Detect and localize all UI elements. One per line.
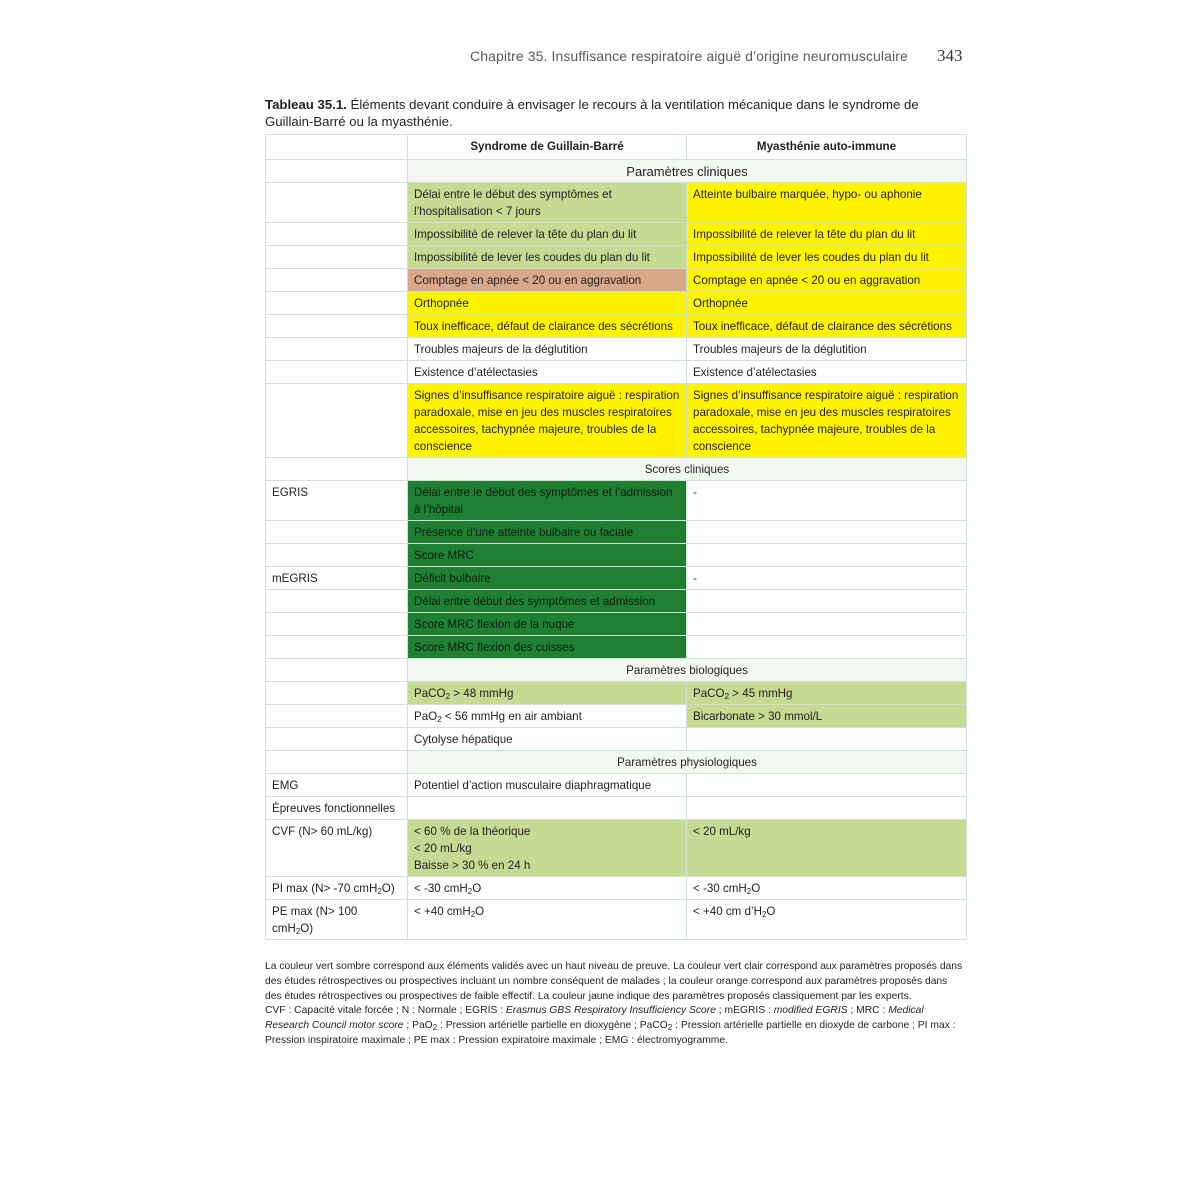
cell-gbs: Signes d’insuffisance respiratoire aiguë : respiration paradoxale, mise en jeu des muscles respiratoires accessoires, tachypnée majeure, troubles de la conscience (408, 384, 687, 458)
table-row (266, 292, 967, 315)
section-row (266, 458, 967, 481)
table-row (266, 682, 967, 705)
page-number: 343 (937, 46, 963, 65)
cell-myasthenia: - (687, 567, 967, 590)
table-header-row (266, 135, 967, 160)
table-row (266, 877, 967, 900)
cell-gbs: Toux inefficace, défaut de clairance des sécrétions (408, 315, 687, 338)
cell-myasthenia-cvf: < 20 mL/kg (687, 820, 967, 877)
section-empty-cell (266, 751, 408, 774)
cell-gbs: Score MRC flexion des cuisses (408, 636, 687, 659)
cell-gbs: Orthopnée (408, 292, 687, 315)
text-part: ; mEGRIS : (715, 1005, 774, 1017)
text-part: PaCO (414, 687, 446, 700)
cell-myasthenia: Toux inefficace, défaut de clairance des sécrétions (687, 315, 967, 338)
text-part: < +40 cm d’H (693, 905, 762, 918)
row-label-pi-max (266, 877, 408, 900)
section-empty-cell (266, 659, 408, 682)
cell-myasthenia-pi (687, 877, 967, 900)
cvf-line: Baisse > 30 % en 24 h (414, 859, 531, 872)
cell-gbs: Troubles majeurs de la déglutition (408, 338, 687, 361)
cell-gbs: Comptage en apnée < 20 ou en aggravation (408, 269, 687, 292)
cell-myasthenia (687, 797, 967, 820)
row-label (266, 223, 408, 246)
table-footnote (265, 960, 965, 1049)
table-row (266, 544, 967, 567)
section-physio-title: Paramètres physiologiques (408, 751, 967, 774)
text-part: CVF : Capacité vitale forcée ; N : Normale ; EGRIS : (265, 1005, 506, 1017)
table-row (266, 705, 967, 728)
text-part: PE max (N> 100 cmH (272, 905, 358, 935)
subscript: 2 (761, 910, 767, 919)
cell-myasthenia (687, 636, 967, 659)
cvf-line: < 60 % de la théorique (414, 825, 531, 838)
cell-gbs: Impossibilité de lever les coudes du plan du lit (408, 246, 687, 269)
subscript: 2 (467, 887, 473, 896)
table-row (266, 728, 967, 751)
header-empty-cell (266, 135, 408, 160)
cell-gbs-emg: Potentiel d’action musculaire diaphragmatique (408, 774, 687, 797)
row-label (266, 636, 408, 659)
text-part: < -30 cmH (693, 882, 747, 895)
table-row (266, 384, 967, 458)
text-part: O (751, 882, 761, 895)
row-label (266, 521, 408, 544)
subscript: 2 (470, 910, 476, 919)
subscript: 2 (667, 1023, 673, 1033)
row-label (266, 183, 408, 223)
cell-myasthenia: Troubles majeurs de la déglutition (687, 338, 967, 361)
text-part: < 56 mmHg en air ambiant (441, 710, 582, 723)
table-row (266, 774, 967, 797)
text-part: ; PaO (403, 1020, 433, 1032)
cell-myasthenia: Atteinte bulbaire marquée, hypo- ou aphonie (687, 183, 967, 223)
row-label (266, 705, 408, 728)
cell-myasthenia (687, 774, 967, 797)
row-label (266, 590, 408, 613)
cell-myasthenia (687, 544, 967, 567)
text-part: O (766, 905, 776, 918)
table-row (266, 613, 967, 636)
cell-myasthenia (687, 728, 967, 751)
text-part: > 45 mmHg (729, 687, 793, 700)
text-part: O) (300, 922, 314, 935)
table-row (266, 900, 967, 940)
table-row (266, 590, 967, 613)
cell-gbs: Impossibilité de relever la tête du plan du lit (408, 223, 687, 246)
row-label (266, 269, 408, 292)
table-row (266, 797, 967, 820)
cvf-line: < 20 mL/kg (414, 842, 472, 855)
caption-text: Éléments devant conduire à envisager le recours à la ventilation mécanique dans le syndrome de Guillain-Barré ou la myasthénie. (265, 97, 919, 129)
subscript: 2 (445, 692, 451, 701)
text-part: > 48 mmHg (450, 687, 514, 700)
text-part: Medical Research Council motor score (265, 1005, 924, 1032)
table-row (266, 269, 967, 292)
cell-myasthenia-paco2 (687, 682, 967, 705)
subscript: 2 (746, 887, 752, 896)
cell-gbs-pi (408, 877, 687, 900)
text-part: O (472, 882, 482, 895)
text-part: PI max (N> -70 cmH (272, 882, 378, 895)
cell-gbs-cytolyse: Cytolyse hépatique (408, 728, 687, 751)
row-label (266, 728, 408, 751)
text-part: ; MRC : (847, 1005, 889, 1017)
row-label-cvf: CVF (N> 60 mL/kg) (266, 820, 408, 877)
row-label-pe-max (266, 900, 408, 940)
table-row (266, 223, 967, 246)
cell-gbs-pe (408, 900, 687, 940)
cell-gbs: Score MRC flexion de la nuque (408, 613, 687, 636)
subscript: 2 (437, 715, 442, 724)
table-caption (265, 96, 965, 130)
table-row (266, 246, 967, 269)
subscript: 2 (295, 927, 301, 936)
section-scores-title: Scores cliniques (408, 458, 967, 481)
section-row (266, 659, 967, 682)
table-row (266, 183, 967, 223)
cell-myasthenia: - (687, 481, 967, 521)
cell-gbs: Score MRC (408, 544, 687, 567)
text-part: O (475, 905, 485, 918)
row-label (266, 292, 408, 315)
row-label-egris: EGRIS (266, 481, 408, 521)
subscript: 2 (724, 692, 730, 701)
subscript: 2 (377, 887, 382, 896)
text-part: modified EGRIS (773, 1005, 848, 1017)
cell-myasthenia-pe (687, 900, 967, 940)
cell-myasthenia: Signes d’insuffisance respiratoire aiguë : respiration paradoxale, mise en jeu des muscles respiratoires accessoires, tachypnée majeure, troubles de la conscience (687, 384, 967, 458)
section-clinical-title: Paramètres cliniques (408, 160, 967, 183)
cell-gbs: Délai entre début des symptômes et admission (408, 590, 687, 613)
cell-gbs: Délai entre le début des symptômes et l’hospitalisation < 7 jours (408, 183, 687, 223)
text-part: PaCO (693, 687, 725, 700)
table-row (266, 820, 967, 877)
row-label-megris: mEGRIS (266, 567, 408, 590)
row-label (266, 613, 408, 636)
text-part: < -30 cmH (414, 882, 468, 895)
cell-myasthenia: Impossibilité de lever les coudes du plan du lit (687, 246, 967, 269)
cell-myasthenia (687, 521, 967, 544)
section-empty-cell (266, 458, 408, 481)
text-part: < +40 cmH (414, 905, 471, 918)
text-part: PaO (414, 710, 438, 723)
table-row (266, 315, 967, 338)
section-bio-title: Paramètres biologiques (408, 659, 967, 682)
cell-myasthenia: Comptage en apnée < 20 ou en aggravation (687, 269, 967, 292)
table-row (266, 636, 967, 659)
row-label-epreuves: Épreuves fonctionnelles (266, 797, 408, 820)
table-row (266, 567, 967, 590)
cell-gbs-paco2 (408, 682, 687, 705)
section-row (266, 751, 967, 774)
table-row (266, 521, 967, 544)
cell-gbs-pao2 (408, 705, 687, 728)
cell-myasthenia: Orthopnée (687, 292, 967, 315)
row-label (266, 384, 408, 458)
footnote-abbreviations (265, 1004, 965, 1048)
section-row (266, 160, 967, 183)
text-part: O) (381, 882, 395, 895)
cell-gbs (408, 797, 687, 820)
running-head: Chapitre 35. Insuffisance respiratoire aiguë d’origine neuromusculaire (470, 48, 908, 64)
text-part: : Pression artérielle partielle en dioxygène ; PaCO (437, 1020, 668, 1032)
row-label (266, 315, 408, 338)
cell-myasthenia (687, 590, 967, 613)
table-row (266, 481, 967, 521)
cell-gbs-cvf (408, 820, 687, 877)
header-gbs: Syndrome de Guillain-Barré (408, 135, 687, 160)
cell-myasthenia: Existence d’atélectasies (687, 361, 967, 384)
row-label (266, 338, 408, 361)
header-myasthenia: Myasthénie auto-immune (687, 135, 967, 160)
caption-label: Tableau 35.1. (265, 97, 347, 112)
row-label-emg: EMG (266, 774, 408, 797)
ventilation-criteria-table (265, 134, 967, 940)
row-label (266, 361, 408, 384)
cell-myasthenia (687, 613, 967, 636)
section-empty-cell (266, 160, 408, 183)
table-row (266, 338, 967, 361)
row-label (266, 544, 408, 567)
cell-gbs: Existence d’atélectasies (408, 361, 687, 384)
footnote-color-legend: La couleur vert sombre correspond aux éléments validés avec un haut niveau de preuve. La couleur vert clair correspond aux paramètres proposés dans des études rétrospectives ou prospectives incluant un nombre conséquent de malades ; la couleur orange correspond aux paramètres proposés dans des études rétrospectives ou prospectives de faible effectif. La couleur jaune indique des paramètres proposés classiquement par les experts. (265, 961, 963, 1002)
text-part: Erasmus GBS Respiratory Insufficiency Score (505, 1005, 716, 1017)
cell-myasthenia-bicarbonate: Bicarbonate > 30 mmol/L (687, 705, 967, 728)
cell-gbs: Délai entre le début des symptômes et l’admission à l’hôpital (408, 481, 687, 521)
row-label (266, 246, 408, 269)
row-label (266, 682, 408, 705)
table-row (266, 361, 967, 384)
text-part: : Pression artérielle partielle en dioxyde de carbone ; PI max : Pression inspiratoire maximale ; PE max : Pression expiratoire maximale ; EMG : électromyogramme. (265, 1020, 956, 1046)
cell-myasthenia: Impossibilité de relever la tête du plan du lit (687, 223, 967, 246)
subscript: 2 (432, 1023, 438, 1033)
cell-gbs: Déficit bulbaire (408, 567, 687, 590)
cell-gbs: Présence d’une atteinte bulbaire ou faciale (408, 521, 687, 544)
